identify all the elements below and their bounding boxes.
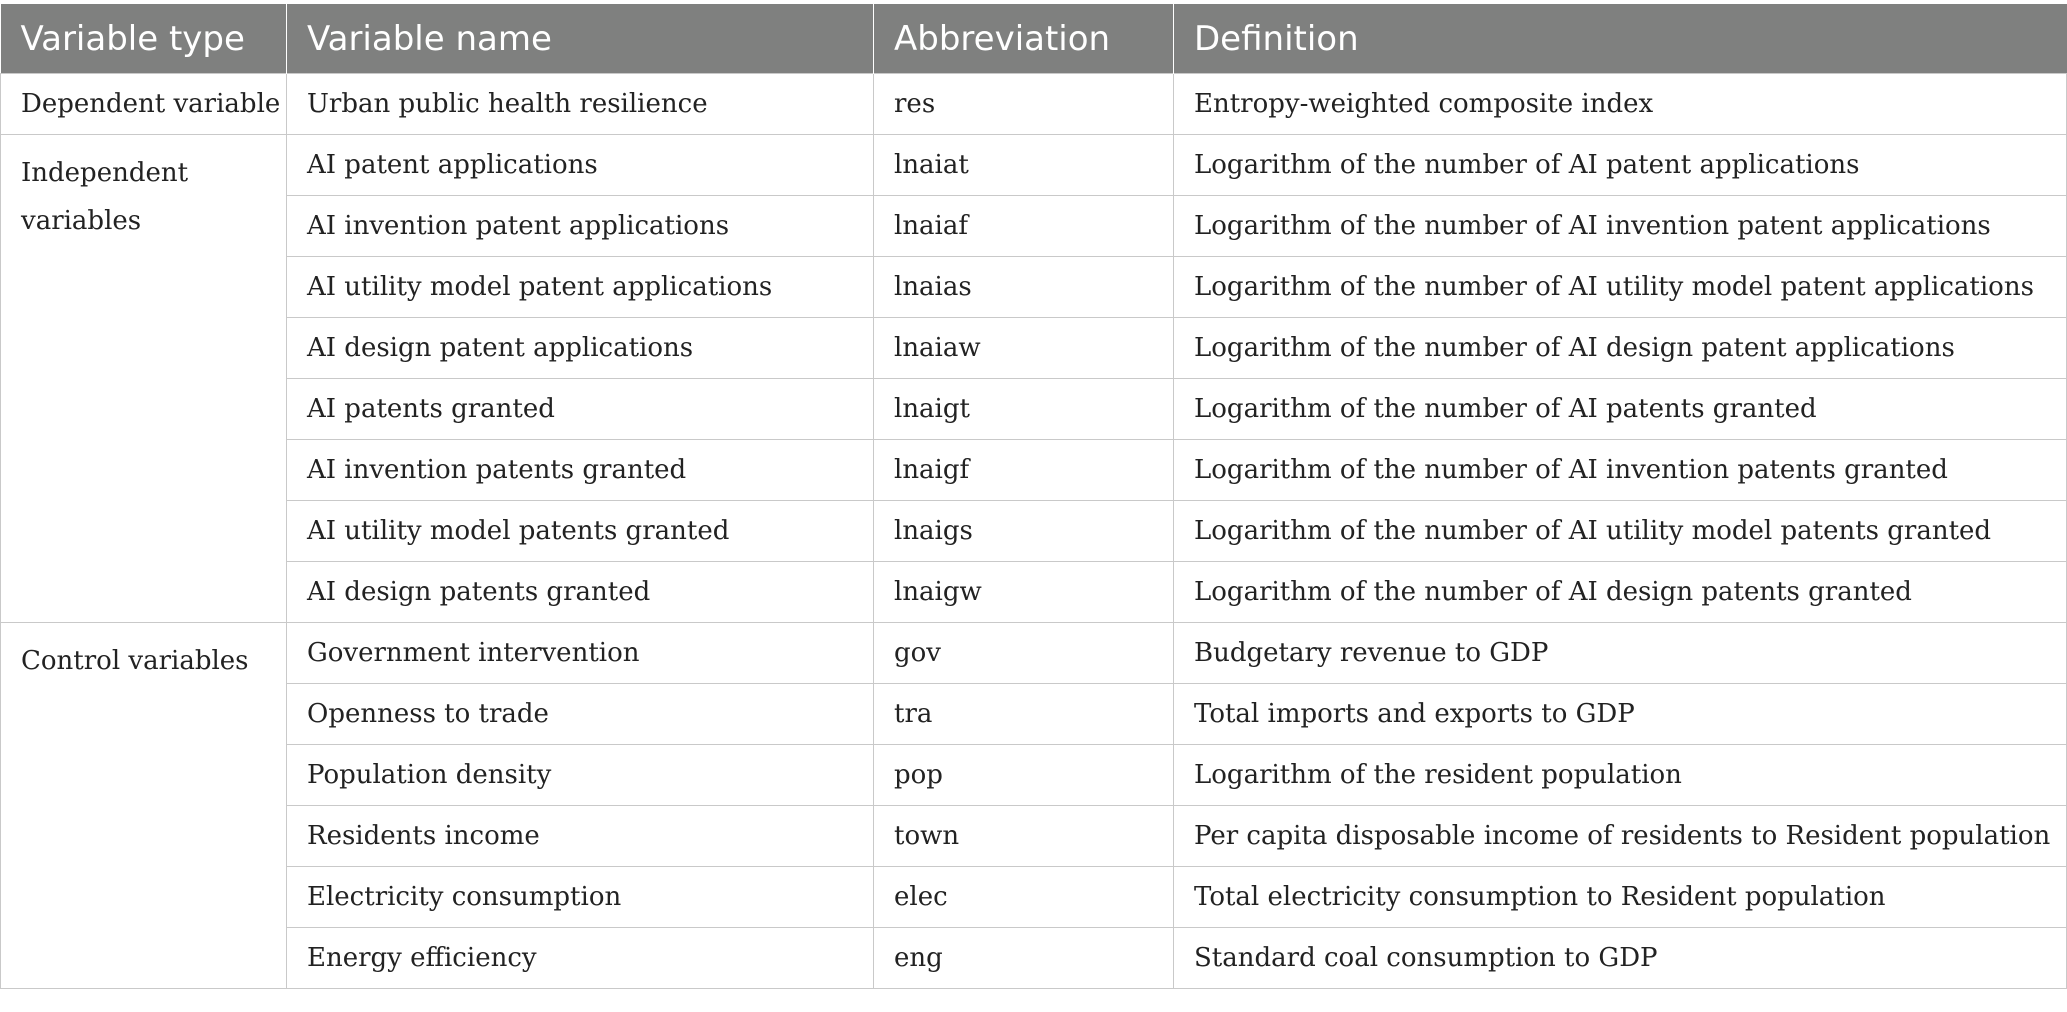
abbreviation-cell: res xyxy=(874,74,1174,135)
header-definition: Definition xyxy=(1174,4,2067,74)
definition-cell: Entropy-weighted composite index xyxy=(1174,74,2067,135)
definition-cell: Per capita disposable income of residents to Resident population xyxy=(1174,806,2067,867)
variable-name-cell: AI utility model patent applications xyxy=(287,257,874,318)
table-row xyxy=(1,196,2067,257)
variable-name-cell: AI design patent applications xyxy=(287,318,874,379)
definition-cell: Budgetary revenue to GDP xyxy=(1174,623,2067,684)
definition-cell: Logarithm of the number of AI patents granted xyxy=(1174,379,2067,440)
abbreviation-cell: pop xyxy=(874,745,1174,806)
table-row xyxy=(1,501,2067,562)
definition-cell: Logarithm of the number of AI utility model patents granted xyxy=(1174,501,2067,562)
definition-cell: Standard coal consumption to GDP xyxy=(1174,928,2067,989)
abbreviation-cell: lnaigw xyxy=(874,562,1174,623)
table-row xyxy=(1,867,2067,928)
variable-name-cell: AI invention patents granted xyxy=(287,440,874,501)
abbreviation-cell: lnaias xyxy=(874,257,1174,318)
variable-name-cell: Urban public health resilience xyxy=(287,74,874,135)
table-header xyxy=(1,4,2067,74)
variable-name-cell: AI patents granted xyxy=(287,379,874,440)
variable-name-cell: AI utility model patents granted xyxy=(287,501,874,562)
abbreviation-cell: lnaigs xyxy=(874,501,1174,562)
variable-name-cell: Energy efficiency xyxy=(287,928,874,989)
abbreviation-cell: lnaiaf xyxy=(874,196,1174,257)
abbreviation-cell: tra xyxy=(874,684,1174,745)
header-row xyxy=(1,4,2067,74)
table-row xyxy=(1,562,2067,623)
variable-type-cell: Independent variables xyxy=(1,135,287,623)
variable-name-cell: Openness to trade xyxy=(287,684,874,745)
variable-name-cell: Residents income xyxy=(287,806,874,867)
abbreviation-cell: lnaiaw xyxy=(874,318,1174,379)
variable-name-cell: Population density xyxy=(287,745,874,806)
table-row xyxy=(1,379,2067,440)
abbreviation-cell: gov xyxy=(874,623,1174,684)
variable-name-cell: Electricity consumption xyxy=(287,867,874,928)
table-row xyxy=(1,74,2067,135)
variable-type-cell: Control variables xyxy=(1,623,287,989)
abbreviation-cell: town xyxy=(874,806,1174,867)
abbreviation-cell: lnaigf xyxy=(874,440,1174,501)
table-row xyxy=(1,806,2067,867)
table-row xyxy=(1,928,2067,989)
definition-cell: Logarithm of the number of AI invention patents granted xyxy=(1174,440,2067,501)
definition-cell: Total electricity consumption to Resident population xyxy=(1174,867,2067,928)
definition-cell: Logarithm of the number of AI design patent applications xyxy=(1174,318,2067,379)
abbreviation-cell: lnaiat xyxy=(874,135,1174,196)
abbreviation-cell: lnaigt xyxy=(874,379,1174,440)
variable-name-cell: Government intervention xyxy=(287,623,874,684)
variables-table-container xyxy=(0,4,2067,989)
table-row xyxy=(1,623,2067,684)
variable-name-cell: AI invention patent applications xyxy=(287,196,874,257)
header-abbreviation: Abbreviation xyxy=(874,4,1174,74)
definition-cell: Logarithm of the number of AI invention patent applications xyxy=(1174,196,2067,257)
header-variable-type: Variable type xyxy=(1,4,287,74)
table-body xyxy=(1,74,2067,989)
table-row xyxy=(1,318,2067,379)
header-variable-name: Variable name xyxy=(287,4,874,74)
table-row xyxy=(1,257,2067,318)
definition-cell: Logarithm of the resident population xyxy=(1174,745,2067,806)
definition-cell: Logarithm of the number of AI design patents granted xyxy=(1174,562,2067,623)
definition-cell: Logarithm of the number of AI utility model patent applications xyxy=(1174,257,2067,318)
table-row xyxy=(1,745,2067,806)
table-row xyxy=(1,440,2067,501)
table-row xyxy=(1,684,2067,745)
variable-name-cell: AI design patents granted xyxy=(287,562,874,623)
table-row xyxy=(1,135,2067,196)
definition-cell: Logarithm of the number of AI patent applications xyxy=(1174,135,2067,196)
definition-cell: Total imports and exports to GDP xyxy=(1174,684,2067,745)
abbreviation-cell: eng xyxy=(874,928,1174,989)
variables-table xyxy=(0,4,2067,989)
variable-name-cell: AI patent applications xyxy=(287,135,874,196)
abbreviation-cell: elec xyxy=(874,867,1174,928)
variable-type-cell: Dependent variable xyxy=(1,74,287,135)
